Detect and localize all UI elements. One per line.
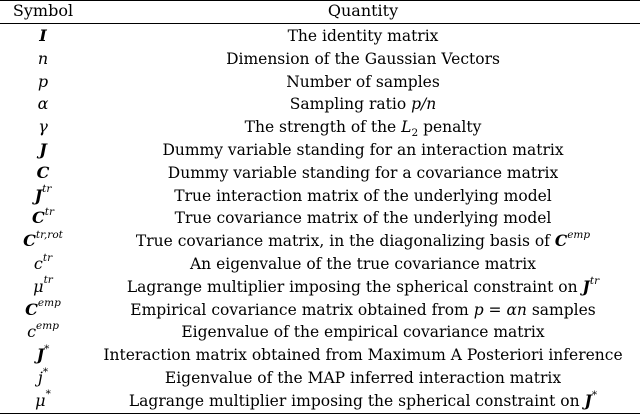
- quantity-cell: [86, 93, 640, 115]
- symbol-cell: [0, 116, 86, 138]
- quantity-cell: [86, 25, 640, 47]
- quantity-text: Number of samples: [286, 72, 440, 91]
- symbol-cell: [0, 390, 86, 412]
- symbol-superscript: *: [44, 342, 50, 355]
- symbol-cell: [0, 139, 86, 161]
- symbol: J: [34, 185, 43, 205]
- quantity-math-bold: C: [554, 231, 568, 251]
- table-row: [0, 93, 640, 115]
- symbol: C: [25, 299, 38, 319]
- quantity-superscript: emp: [567, 229, 591, 242]
- quantity-text: True covariance matrix, in the diagonalizing basis of: [135, 232, 555, 251]
- symbol-cell: [0, 207, 86, 229]
- symbol-cell: [0, 299, 86, 321]
- table-row: [0, 344, 640, 366]
- symbol: μ: [35, 390, 46, 410]
- quantity-cell: [86, 207, 640, 229]
- symbol: J: [36, 345, 45, 365]
- quantity-text: An eigenvalue of the true covariance matrix: [189, 255, 537, 273]
- quantity-text: samples: [526, 300, 596, 319]
- table-row: [0, 207, 640, 229]
- symbol: I: [39, 26, 47, 45]
- symbol-superscript: *: [42, 365, 49, 378]
- table-row: [0, 116, 640, 138]
- quantity-superscript: tr: [589, 274, 600, 287]
- symbol-cell: [0, 162, 86, 184]
- symbol: j: [37, 368, 43, 387]
- quantity-cell: [86, 344, 640, 366]
- symbol-cell: [0, 71, 86, 93]
- table-row: [0, 321, 640, 343]
- quantity-text: Interaction matrix obtained from Maximum A Posteriori inference: [103, 346, 623, 365]
- table-row: [0, 276, 640, 298]
- quantity-math: L: [401, 118, 412, 137]
- symbol-superscript: emp: [36, 320, 59, 333]
- quantity-cell: [86, 253, 640, 275]
- quantity-math: p = αn: [473, 300, 527, 319]
- header-quantity: Quantity: [327, 1, 399, 20]
- symbol-cell: [0, 253, 86, 275]
- symbol-superscript: tr: [42, 183, 52, 196]
- table-row: [0, 299, 640, 321]
- symbol-cell: [0, 48, 86, 70]
- table-header: [0, 0, 640, 22]
- symbol-cell: [0, 321, 86, 343]
- quantity-subscript: 2: [411, 127, 419, 140]
- quantity-cell: [86, 139, 640, 161]
- quantity-text: The strength of the: [244, 118, 402, 137]
- table-row: [0, 367, 640, 389]
- quantity-cell: [86, 321, 640, 343]
- table-row: [0, 71, 640, 93]
- quantity-cell: [86, 71, 640, 93]
- quantity-text: penalty: [418, 118, 482, 137]
- quantity-text: Dummy variable standing for a covariance matrix: [167, 163, 559, 182]
- quantity-text: Dummy variable standing for an interaction matrix: [162, 141, 564, 159]
- table-row: [0, 48, 640, 70]
- quantity-text: True covariance matrix of the underlying model: [174, 209, 552, 228]
- symbol: μ: [33, 276, 44, 296]
- quantity-cell: [86, 390, 640, 412]
- symbol-superscript: tr: [42, 251, 53, 264]
- table-row: [0, 162, 640, 184]
- symbol: J: [39, 140, 47, 159]
- quantity-cell: [86, 48, 640, 70]
- symbol-superscript: tr: [44, 206, 54, 219]
- quantity-cell: [86, 276, 640, 298]
- symbol: C: [23, 231, 36, 251]
- symbol-cell: [0, 367, 86, 389]
- quantity-text: Eigenvalue of the empirical covariance matrix: [181, 323, 545, 342]
- symbol-superscript: *: [45, 388, 51, 401]
- symbol-cell: [0, 230, 86, 252]
- table-row: [0, 390, 640, 412]
- quantity-cell: [86, 185, 640, 207]
- quantity-cell: [86, 230, 640, 252]
- quantity-cell: [86, 162, 640, 184]
- symbol-superscript: emp: [37, 297, 61, 310]
- quantity-text: Empirical covariance matrix obtained from: [130, 300, 474, 319]
- quantity-text: Sampling ratio: [289, 95, 412, 114]
- symbol: C: [32, 208, 45, 228]
- symbol: n: [37, 48, 49, 68]
- symbol-cell: [0, 93, 86, 115]
- table-row: [0, 230, 640, 252]
- header-rule: [0, 23, 640, 24]
- symbol: C: [36, 162, 50, 182]
- symbol-cell: [0, 25, 86, 47]
- symbol: c: [33, 254, 43, 273]
- quantity-cell: [86, 299, 640, 321]
- symbol-cell: [0, 344, 86, 366]
- symbol: c: [27, 322, 37, 342]
- quantity-text: Dimension of the Gaussian Vectors: [226, 49, 500, 68]
- quantity-math-bold: J: [584, 390, 592, 410]
- symbol: p: [37, 71, 49, 91]
- symbol: α: [37, 94, 49, 114]
- symbol-cell: [0, 276, 86, 298]
- quantity-text: Lagrange multiplier imposing the spherical constraint on: [128, 391, 585, 410]
- quantity-text: Eigenvalue of the MAP inferred interaction matrix: [164, 369, 562, 387]
- quantity-math: p/n: [411, 95, 437, 114]
- symbol-cell: [0, 185, 86, 207]
- quantity-cell: [86, 116, 640, 138]
- quantity-text: The identity matrix: [287, 27, 439, 45]
- symbol: γ: [38, 117, 48, 137]
- table-row: [0, 139, 640, 161]
- table-row: [0, 185, 640, 207]
- symbol-superscript: tr,rot: [35, 228, 63, 241]
- header-symbol: Symbol: [12, 1, 74, 20]
- quantity-math-bold: J: [582, 276, 590, 296]
- quantity-cell: [86, 367, 640, 389]
- quantity-superscript: *: [591, 388, 598, 401]
- table-row: [0, 25, 640, 47]
- symbol-superscript: tr: [43, 274, 53, 287]
- quantity-text: True interaction matrix of the underlying model: [174, 186, 552, 205]
- table-row: [0, 253, 640, 275]
- quantity-text: Lagrange multiplier imposing the spherical constraint on: [126, 277, 583, 296]
